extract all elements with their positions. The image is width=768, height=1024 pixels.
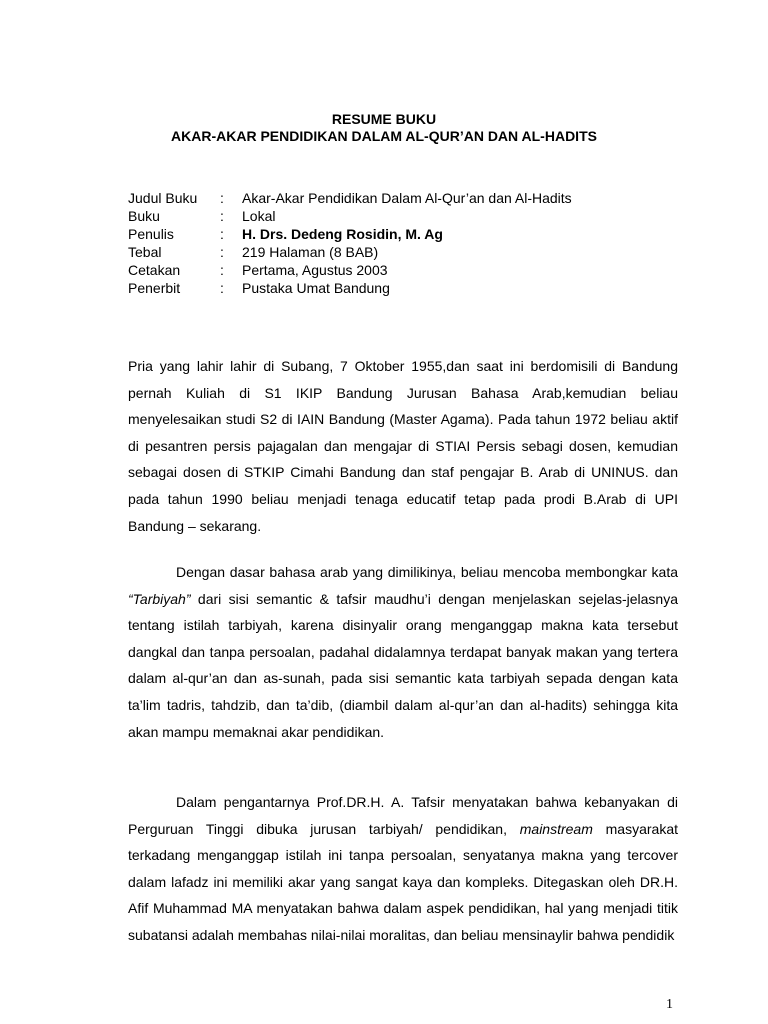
document-title: RESUME BUKU [331,111,437,127]
info-row-cetakan [128,261,572,279]
emphasis-text: mainstream [519,820,593,837]
info-value: Akar-Akar Pendidikan Dalam Al-Qur’an dan Al-Hadits [242,190,572,206]
info-label: Cetakan [128,262,181,278]
info-colon: : [220,262,224,278]
info-label: Tebal [128,244,162,260]
paragraph-tarbiyah [128,559,678,745]
info-label: Penulis [128,226,174,242]
document-subtitle: AKAR-AKAR PENDIDIKAN DALAM AL-QUR’AN DAN AL-HADITS [171,128,597,144]
info-value: Lokal [242,208,276,224]
paragraph-text: Dalam pengantarnya Prof.DR.H. A. Tafsir menyatakan bahwa kebanyakan di Perguruan Tinggi dibuka jurusan tarbiyah/ pendidikan, [128,794,678,837]
paragraph-text: dari sisi semantic & tafsir maudhu’i dengan menjelaskan sejelas-jelasnya tentang istilah tarbiyah, karena disinyalir orang menganggap makna kata tersebut dangkal dan tanpa persoalan, padahal didalamnya terdapat banyak makan yang tertera dalam al-qur’an dan as-sunah, pada sisi semantic kata tarbiyah sepada dengan kata ta’lim tadris, tahdzib, dan ta’dib, (diambil dalam al-qur’an dan al-hadits) sehingga kita akan mampu memaknai akar pendidikan. [128,590,678,740]
emphasis-text: “Tarbiyah” [128,590,191,607]
info-row-tebal [128,243,572,261]
info-row-judul [128,189,572,207]
paragraph-author-bio: Pria yang lahir lahir di Subang, 7 Oktober 1955,dan saat ini berdomisili di Bandung pernah Kuliah di S1 IKIP Bandung Jurusan Bahasa Arab,kemudian beliau menyelesaikan studi S2 di IAIN Bandung (Master Agama). Pada tahun 1972 beliau aktif di pesantren persis pajagalan dan mengajar di STIAI Persis sebagi dosen, kemudian sebagai dosen di STKIP Cimahi Bandung dan staf pengajar B. Arab di UNINUS. dan pada tahun 1990 beliau menjadi tenaga educatif tetap pada prodi B.Arab di UPI Bandung – sekarang. [128,358,678,534]
paragraph-foreword [128,789,678,949]
info-label: Judul Buku [128,190,198,206]
book-info-table [128,189,572,297]
info-value-author: H. Drs. Dedeng Rosidin, M. Ag [242,226,443,242]
paragraph-text: Dengan dasar bahasa arab yang dimilikinya, beliau mencoba membongkar kata [176,564,678,580]
info-value: 219 Halaman (8 BAB) [242,244,379,260]
info-row-penerbit [128,279,572,297]
info-label: Penerbit [128,280,181,296]
info-row-buku [128,207,572,225]
info-row-penulis [128,225,572,243]
paragraph-text: masyarakat terkadang menganggap istilah ini tanpa persoalan, senyatanya makna yang tercover dalam lafadz ini memiliki akar yang sangat kaya dan kompleks. Ditegaskan oleh DR.H. Afif Muhammad MA menyatakan bahwa dalam aspek pendidikan, hal yang menjadi titik subatansi adalah membahas nilai-nilai moralitas, dan beliau mensinaylir bahwa pendidik [128,820,679,943]
info-colon: : [220,280,224,296]
page-number: 1 [666,997,673,1012]
info-colon: : [220,244,224,260]
info-colon: : [220,190,224,206]
info-colon: : [220,208,224,224]
info-colon: : [220,226,224,242]
info-value: Pertama, Agustus 2003 [242,262,388,278]
info-value: Pustaka Umat Bandung [242,280,390,296]
info-label: Buku [128,208,160,224]
